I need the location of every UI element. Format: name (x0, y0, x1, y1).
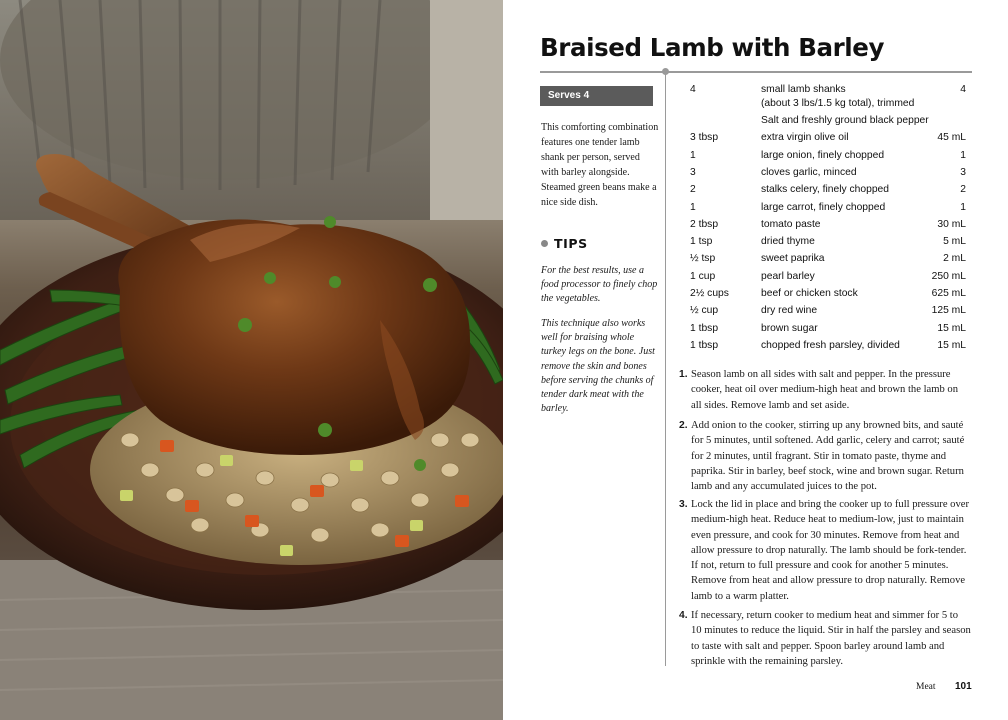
ingredient-qty: 4 (690, 84, 696, 95)
ingredient-name: Salt and freshly ground black pepper (761, 115, 929, 126)
ingredient-name: dry red wine (761, 305, 818, 316)
tip-item: For the best results, use a food processor to finely chop the vegetables. (541, 265, 658, 305)
method-step (679, 367, 971, 413)
ingredient-qty: ½ tsp (690, 253, 716, 264)
ingredient-name: dried thyme (761, 236, 815, 247)
ingredient-metric: 1 (960, 202, 966, 213)
ingredient-metric: 4 (960, 84, 966, 95)
step-text: Season lamb on all sides with salt and pepper. In the pressure cooker, heat oil over medium-high heat and brown the lamb on all sides. Remove lamb and set aside. (691, 369, 958, 411)
method-step (679, 608, 971, 669)
ingredient-qty: 3 (690, 167, 696, 178)
ingredient-qty: 1 tbsp (690, 340, 719, 351)
tips-heading-label: TIPS (554, 236, 588, 251)
ingredient-qty: 2½ cups (690, 288, 729, 299)
ingredient-name: large onion, finely chopped (761, 150, 885, 161)
step-text: Add onion to the cooker, stirring up any browned bits, and sauté for 5 minutes, until softened. Add garlic, celery and carrot; sauté for 2 minutes, until fragrant. Stir in tomato paste, thyme and paprika. Stir in barley, beef stock, wine and brown sugar. Return lamb and any accumulated juices to the pot. (691, 420, 965, 493)
ingredient-qty: 2 (690, 184, 696, 195)
ingredient-metric: 2 mL (943, 253, 966, 264)
ingredient-metric: 15 mL (937, 323, 966, 334)
ingredient-metric: 45 mL (937, 132, 966, 143)
ingredient-metric: 2 (960, 184, 966, 195)
ingredient-metric: 5 mL (943, 236, 966, 247)
ingredient-metric: 30 mL (937, 219, 966, 230)
ingredient-name: chopped fresh parsley, divided (761, 340, 900, 351)
ingredient-qty: 1 (690, 202, 696, 213)
method-step (679, 418, 971, 494)
ingredient-qty: 1 tsp (690, 236, 713, 247)
ingredient-name: extra virgin olive oil (761, 132, 849, 143)
ingredient-metric: 1 (960, 150, 966, 161)
page-number: 101 (955, 681, 972, 692)
ingredient-metric: 125 mL (931, 305, 966, 316)
step-number: 2. (679, 420, 688, 431)
method-step (679, 497, 971, 604)
ingredient-name: sweet paprika (761, 253, 825, 264)
ingredient-name: small lamb shanks (761, 84, 846, 95)
ingredient-metric: 3 (960, 167, 966, 178)
serves-badge: Serves 4 (540, 86, 653, 106)
lamb-shank-illustration (0, 0, 503, 720)
title-divider (540, 71, 972, 73)
ingredient-name: tomato paste (761, 219, 821, 230)
step-text: Lock the lid in place and bring the cooker up to full pressure over medium-high heat. Reduce heat to medium-low, just to maintain even pressure, and cook for 30 minutes. Remove from heat and allow pressure to drop naturally. The lamb should be fork-tender. If not, return to full pressure and cook for another 5 minutes. Remove from heat and allow pressure to drop naturally. Remove lamb to a warm platter. (691, 499, 969, 602)
ingredient-name: large carrot, finely chopped (761, 202, 886, 213)
ingredient-name: stalks celery, finely chopped (761, 184, 890, 195)
step-number: 3. (679, 499, 688, 510)
ingredient-metric: 625 mL (931, 288, 966, 299)
ingredient-name: pearl barley (761, 271, 815, 282)
step-number: 4. (679, 610, 688, 621)
ingredient-name: brown sugar (761, 323, 818, 334)
recipe-photo (0, 0, 503, 720)
ingredient-metric: 250 mL (931, 271, 966, 282)
ingredient-qty: 3 tbsp (690, 132, 719, 143)
ingredient-metric: 15 mL (937, 340, 966, 351)
recipe-title: Braised Lamb with Barley (540, 33, 885, 62)
ingredient-qty: 2 tbsp (690, 219, 719, 230)
ingredient-qty: 1 cup (690, 271, 716, 282)
ingredient-name: cloves garlic, minced (761, 167, 857, 178)
bullet-icon (541, 240, 548, 247)
ingredient-name: beef or chicken stock (761, 288, 858, 299)
footer-section: Meat (916, 682, 936, 692)
tips-heading (541, 236, 588, 251)
ingredient-qty: 1 tbsp (690, 323, 719, 334)
ingredient-row (690, 84, 966, 114)
recipe-intro: This comforting combination features one tender lamb shank per person, served with barley alongside. Steamed green beans make a nice side dish. (541, 122, 659, 208)
step-text: If necessary, return cooker to medium heat and simmer for 5 to 10 minutes to reduce the liquid. Stir in half the parsley and season to taste with salt and pepper. Spoon barley around lamb and sprinkle with the remaining parsley. (691, 610, 971, 667)
ingredient-note: (about 3 lbs/1.5 kg total), trimmed (761, 98, 915, 109)
step-number: 1. (679, 369, 688, 380)
ingredient-qty: ½ cup (690, 305, 719, 316)
tip-item: This technique also works well for braising whole turkey legs on the bone. Just remove the skin and bones before serving the chunks of tender dark meat with the barley. (541, 318, 655, 415)
ingredient-qty: 1 (690, 150, 696, 161)
column-divider (665, 74, 666, 666)
